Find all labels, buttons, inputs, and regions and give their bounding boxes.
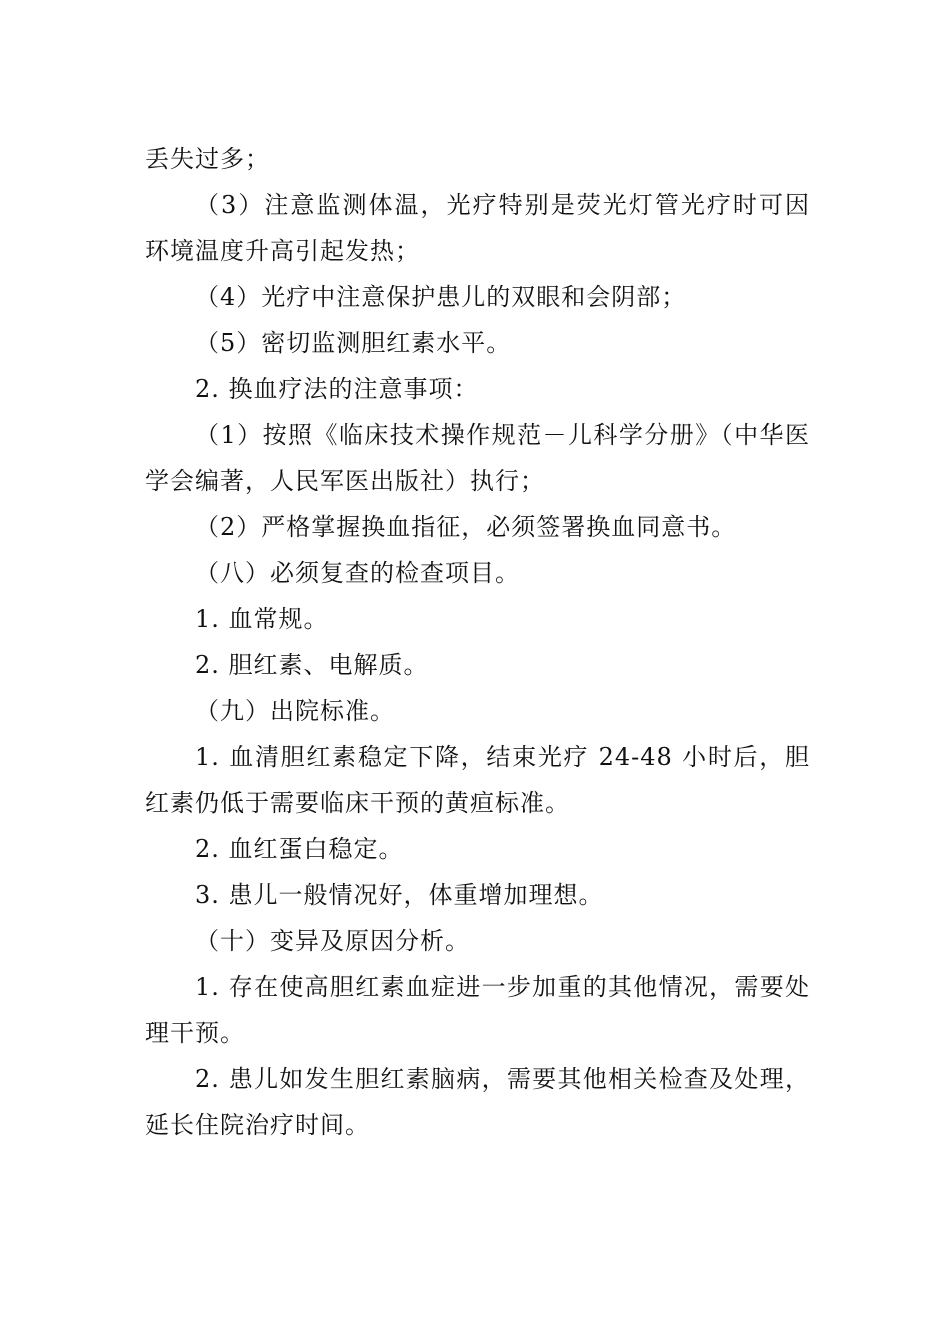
paragraph-bilirubin-monitoring: （5）密切监测胆红素水平。 xyxy=(195,329,512,357)
paragraph-variation-aggravation: 1. 存在使高胆红素血症进一步加重的其他情况，需要处理干预。 xyxy=(145,973,810,1047)
paragraph-discharge-bilirubin: 1. 血清胆红素稳定下降，结束光疗 24-48 小时后，胆红素仍低于需要临床干预的黄疸标准。 xyxy=(145,743,810,817)
paragraph-blood-routine: 1. 血常规。 xyxy=(195,605,329,633)
section-heading-discharge-criteria: （九）出院标准。 xyxy=(195,697,395,725)
section-heading-recheck-items: （八）必须复查的检查项目。 xyxy=(195,559,520,587)
document-body xyxy=(145,136,810,1148)
paragraph-exchange-consent: （2）严格掌握换血指征，必须签署换血同意书。 xyxy=(195,513,737,541)
paragraph-bilirubin-electrolytes: 2. 胆红素、电解质。 xyxy=(195,651,429,679)
paragraph-variation-encephalopathy: 2. 患儿如发生胆红素脑病，需要其他相关检查及处理，延长住院治疗时间。 xyxy=(145,1065,810,1139)
section-heading-variation-analysis: （十）变异及原因分析。 xyxy=(195,927,470,955)
paragraph-discharge-condition: 3. 患儿一般情况好，体重增加理想。 xyxy=(195,881,604,909)
paragraph-discharge-hemoglobin: 2. 血红蛋白稳定。 xyxy=(195,835,404,863)
paragraph-exchange-transfusion-heading: 2. 换血疗法的注意事项： xyxy=(195,375,479,403)
paragraph-phototherapy-eyes: （4）光疗中注意保护患儿的双眼和会阴部； xyxy=(195,283,687,311)
paragraph-continuation: 丢失过多； xyxy=(145,145,270,173)
paragraph-phototherapy-temperature: （3）注意监测体温，光疗特别是荧光灯管光疗时可因环境温度升高引起发热； xyxy=(145,191,810,265)
paragraph-exchange-standard: （1）按照《临床技术操作规范－儿科学分册》（中华医学会编著，人民军医出版社）执行； xyxy=(145,421,810,495)
